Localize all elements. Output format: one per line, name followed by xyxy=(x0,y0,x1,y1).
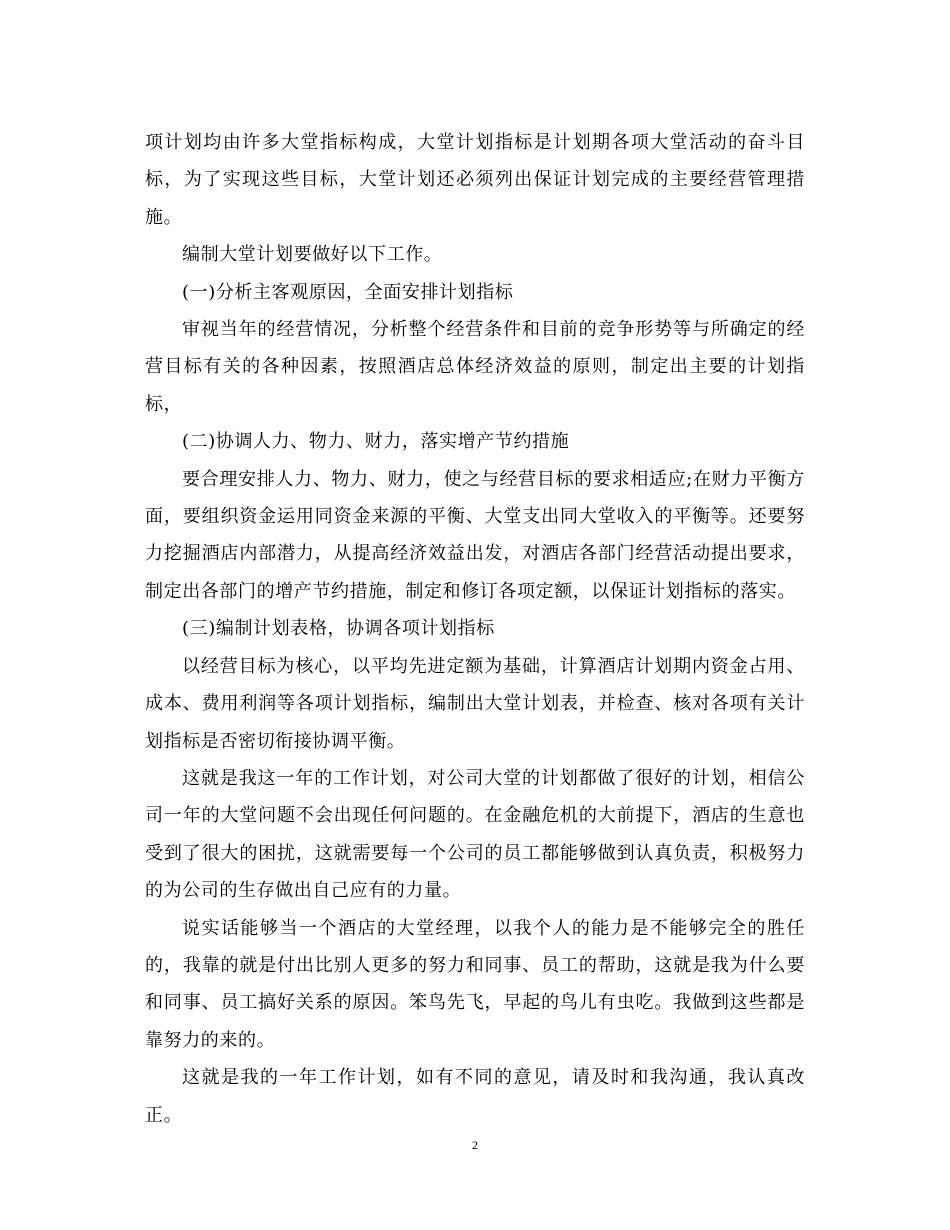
paragraph-section-2: 要合理安排人力、物力、财力，使之与经营目标的要求相适应;在财力平衡方面，要组织资金运用同资金来源的平衡、大堂支出同大堂收入的平衡等。还要努力挖掘酒店内部潜力，从提高经济效益出发，对酒店各部门经营活动提出要求，制定出各部门的增产节约措施，制定和修订各项定额，以保证计划指标的落实。 xyxy=(145,468,805,602)
page-number: 2 xyxy=(472,1138,478,1152)
body-text xyxy=(145,124,805,1134)
paragraph-section-3: 以经营目标为核心，以平均先进定额为基础，计算酒店计划期内资金占用、成本、费用利润等各项计划指标，编制出大堂计划表，并检查、核对各项有关计划指标是否密切衔接协调平衡。 xyxy=(145,655,805,752)
section-heading-2: (二)协调人力、物力、财力，落实增产节约措施 xyxy=(182,431,570,453)
paragraph-reflection: 说实话能够当一个酒店的大堂经理，以我个人的能力是不能够完全的胜任的，我靠的就是付出比别人更多的努力和同事、员工的帮助，这就是我为什么要和同事、员工搞好关系的原因。笨鸟先飞，早起的鸟儿有虫吃。我做到这些都是靠努力的来的。 xyxy=(145,917,805,1051)
paragraph-closing: 这就是我的一年工作计划，如有不同的意见，请及时和我沟通，我认真改正。 xyxy=(145,1067,805,1126)
section-heading-1: (一)分析主客观原因，全面安排计划指标 xyxy=(182,281,514,303)
section-heading-3: (三)编制计划表格，协调各项计划指标 xyxy=(182,618,495,640)
paragraph-continuation: 项计划均由许多大堂指标构成，大堂计划指标是计划期各项大堂活动的奋斗目标，为了实现这些目标，大堂计划还必须列出保证计划完成的主要经营管理措施。 xyxy=(145,132,805,228)
paragraph-section-1: 审视当年的经营情况，分析整个经营条件和目前的竞争形势等与所确定的经营目标有关的各种因素，按照酒店总体经济效益的原则，制定出主要的计划指标， xyxy=(145,319,805,415)
paragraph-intro: 编制大堂计划要做好以下工作。 xyxy=(182,244,443,266)
paragraph-summary: 这就是我这一年的工作计划，对公司大堂的计划都做了很好的计划，相信公司一年的大堂问题不会出现任何问题的。在金融危机的大前提下，酒店的生意也受到了很大的困扰，这就需要每一个公司的员工都能够做到认真负责，积极努力的为公司的生存做出自己应有的力量。 xyxy=(145,767,805,902)
